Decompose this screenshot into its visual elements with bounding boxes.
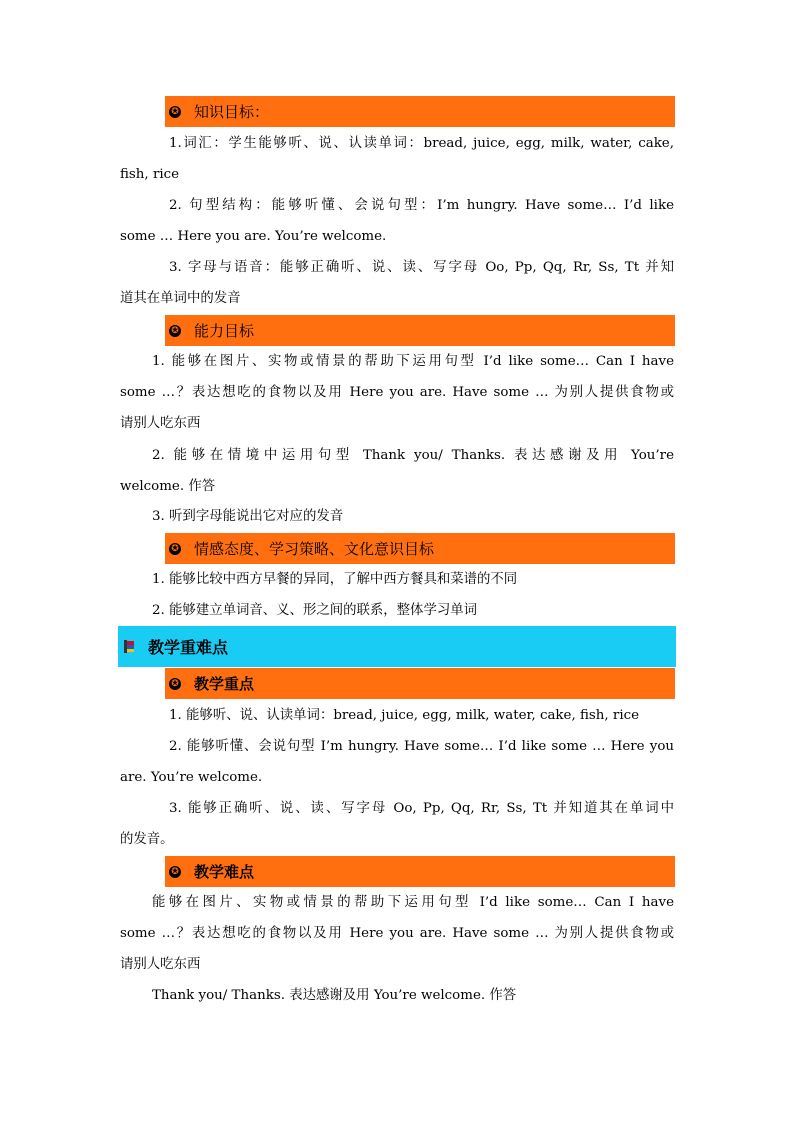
paragraph-line: 3. 听到字母能说出它对应的发音 [152, 509, 344, 524]
star-circle-icon: ✪ [169, 106, 181, 118]
paragraph-line: fish, rice [120, 167, 180, 182]
paragraph-line: 1. 能够听、说、认读单词：bread, juice, egg, milk, water, cake, fish, rice [169, 708, 640, 723]
section-header-key [165, 668, 675, 699]
section-header-attitude [165, 533, 675, 564]
section-title: 能力目标 [194, 322, 255, 340]
paragraph-line: 2. 能够在情境中运用句型 Thank you/ Thanks. 表达感谢及用 You’re [152, 448, 674, 463]
paragraph-line: 能够在图片、实物或情景的帮助下运用句型 I’d like some… Can I have [152, 895, 674, 910]
section-header-knowledge [165, 96, 675, 127]
star-circle-icon: ✪ [169, 543, 181, 555]
section-title: 教学难点 [194, 863, 255, 881]
section-title: 知识目标： [194, 103, 270, 121]
paragraph-line: are. You’re welcome. [120, 770, 263, 785]
main-heading-text: 教学重难点 [148, 638, 229, 657]
paragraph-line: 3. 字母与语音：能够正确听、说、读、写字母 Oo, Pp, Qq, Rr, Ss, Tt 并知 [169, 260, 674, 275]
section-header-difficulty [165, 856, 675, 887]
paragraph-line: 2. 能够建立单词音、义、形之间的联系，整体学习单词 [152, 603, 478, 618]
paragraph-line: 的发音。 [120, 832, 174, 847]
section-title: 教学重点 [194, 675, 255, 693]
paragraph-line: 1. 能够比较中西方早餐的异同，了解中西方餐具和菜谱的不同 [152, 572, 518, 587]
section-header-ability [165, 315, 675, 346]
paragraph-line: some …？表达想吃的食物以及用 Here you are. Have some … 为别人提供食物或 [120, 385, 674, 400]
paragraph-line: Thank you/ Thanks. 表达感谢及用 You’re welcome. 作答 [152, 988, 517, 1003]
paragraph-line: 请别人吃东西 [120, 957, 201, 972]
paragraph-line: 1. 能够在图片、实物或情景的帮助下运用句型 I’d like some… Can I have [152, 354, 674, 369]
paragraph-line: 2. 能够听懂、会说句型 I’m hungry. Have some… I’d like some … Here you [169, 739, 674, 754]
star-circle-icon: ✪ [169, 325, 181, 337]
section-title: 情感态度、学习策略、文化意识目标 [194, 540, 435, 558]
main-heading-key-points [118, 626, 676, 667]
paragraph-line: 请别人吃东西 [120, 416, 201, 431]
paragraph-line: 3. 能够正确听、说、读、写字母 Oo, Pp, Qq, Rr, Ss, Tt 并知道其在单词中 [169, 801, 674, 816]
star-circle-icon: ✪ [169, 678, 181, 690]
paragraph-line: 2. 句型结构：能够听懂、会说句型：I’m hungry. Have some… I’d like [169, 198, 674, 213]
flag-icon [122, 640, 135, 653]
paragraph-line: some … Here you are. You’re welcome. [120, 229, 387, 244]
paragraph-line: welcome. 作答 [120, 479, 216, 494]
paragraph-line: 1.词汇：学生能够听、说、认读单词：bread, juice, egg, milk, water, cake, [169, 136, 674, 151]
paragraph-line: 道其在单词中的发音 [120, 291, 241, 306]
star-circle-icon: ✪ [169, 866, 181, 878]
paragraph-line: some …？表达想吃的食物以及用 Here you are. Have some … 为别人提供食物或 [120, 926, 674, 941]
